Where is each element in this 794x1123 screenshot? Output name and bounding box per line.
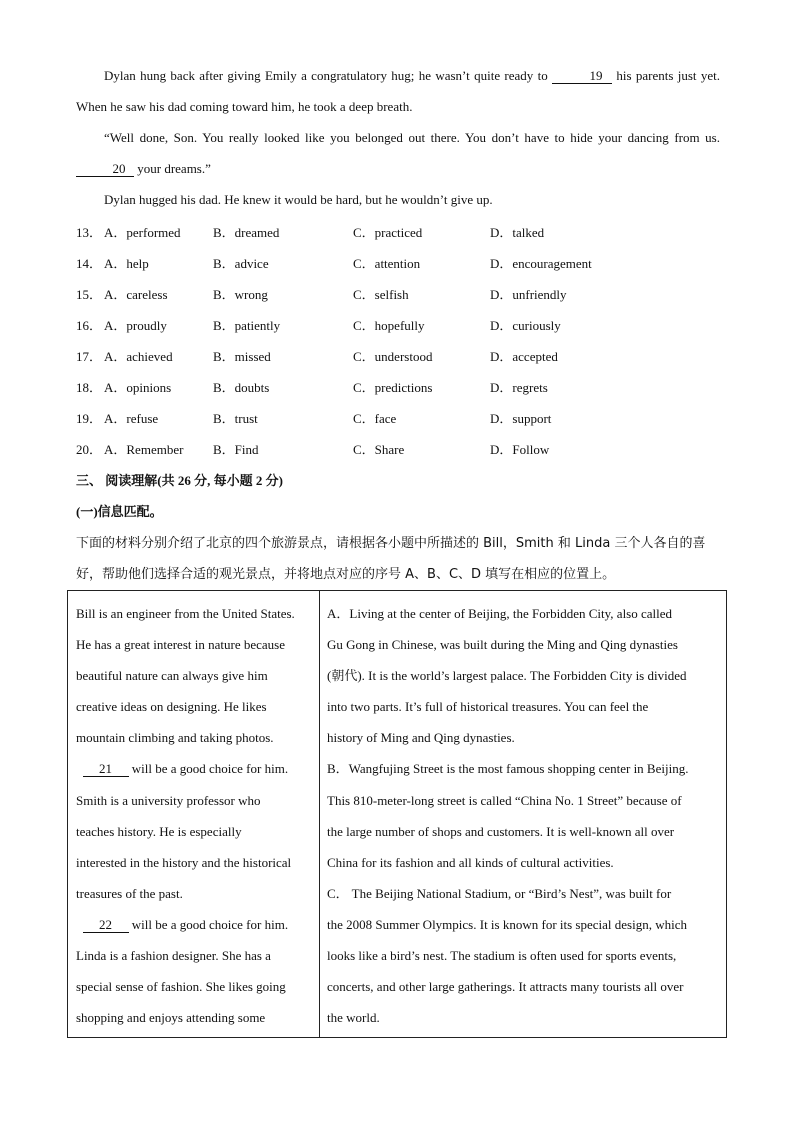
option-c: C．face [353,411,397,426]
text-line: beautiful nature can always give him [76,668,268,684]
place-descriptions [327,598,717,1033]
blank-22: 22 [83,918,129,933]
option-b: B．advice [213,256,269,271]
question-number: 16． [76,318,103,333]
option-a: A．Remember [104,442,184,457]
option-d: D．curiously [490,318,561,333]
option-a: A．refuse [104,411,159,426]
text-line: Gu Gong in Chinese, was built during the Ming and Qing dynasties [327,637,678,653]
question-row [76,248,720,279]
option-d: D．unfriendly [490,287,567,302]
text-line: concerts, and other large gatherings. It attracts many tourists all over [327,979,684,995]
option-d: D．support [490,411,552,426]
text-line: creative ideas on designing. He likes [76,699,267,715]
text-line: the 2008 Summer Olympics. It is known for its special design, which [327,916,687,932]
text-line: A．Living at the center of Beijing, the Forbidden City, also called [327,606,673,621]
passage-paragraph-1: Dylan hung back after giving Emily a congratulatory hug; he wasn’t quite ready to 19 his parents just yet. When he saw his dad coming toward him, he took a deep breath. [76,68,720,114]
text-line: Linda is a fashion designer. She has a [76,948,271,964]
question-number: 15． [76,287,103,302]
passage-paragraph-2: “Well done, Son. You really looked like you belonged out there. You don’t have to hide your dancing from us. 20 your dreams.” [76,122,720,184]
option-a: A．help [104,256,149,271]
option-c: C．selfish [353,287,409,302]
text-line: the large number of shops and customers. It is well-known all over [327,823,675,839]
option-b: B．doubts [213,380,270,395]
option-b: B．Find [213,442,259,457]
question-row [76,341,720,372]
option-d: D．encouragement [490,256,592,271]
option-a: A．proudly [104,318,167,333]
question-number: 13． [76,225,103,240]
blank-21: 21 [83,762,129,777]
option-a: A．careless [104,287,168,302]
text-line: into two parts. It’s full of historical treasures. You can feel the [327,699,649,715]
text-line: history of Ming and Qing dynasties. [327,730,515,746]
instructions: 下面的材料分别介绍了北京的四个旅游景点，请根据各小题中所描述的 Bill，Smith 和 Linda 三个人各自的喜好，帮助他们选择合适的观光景点，并将地点对应的序号 A、B、C、D 填写在相应的位置上。 [76,536,706,582]
question-number: 18． [76,380,103,395]
text-line: Smith is a university professor who [76,792,261,808]
text-line: treasures of the past. [76,885,183,901]
option-d: D．accepted [490,349,558,364]
text-line: 22 will be a good choice for him. [76,909,314,940]
option-b: B．dreamed [213,225,280,240]
text-line: China for its fashion and all kinds of cultural activities. [327,854,614,870]
text-line: mountain climbing and taking photos. [76,730,274,746]
subsection-title: (一)信息匹配。 [76,504,163,519]
text-line: teaches history. He is especially [76,823,242,839]
table-divider [319,591,320,1037]
text-line: interested in the history and the historical [76,854,292,870]
option-c: C．predictions [353,380,433,395]
option-c: C．Share [353,442,405,457]
option-a: A．achieved [104,349,173,364]
option-a: A．performed [104,225,181,240]
option-c: C．attention [353,256,421,271]
question-number: 19． [76,411,103,426]
blank-20: 20 [76,162,134,177]
text-line: This 810-meter-long street is called “China No. 1 Street” because of [327,792,682,808]
option-c: C．practiced [353,225,423,240]
option-b: B．missed [213,349,271,364]
section-title: 三、 阅读理解(共 26 分, 每小题 2 分) [76,473,283,488]
passage-paragraph-3: Dylan hugged his dad. He knew it would be hard, but he wouldn’t give up. [104,192,493,207]
text-line: Bill is an engineer from the United States. [76,606,295,621]
text-line: shopping and enjoys attending some [76,1010,266,1026]
option-d: D．regrets [490,380,548,395]
answer-options [76,217,720,465]
text-line: He has a great interest in nature because [76,637,285,653]
matching-table [67,590,727,1038]
text-line: C． The Beijing National Stadium, or “Bird’s Nest”, was built for [327,885,672,901]
option-d: D．Follow [490,442,550,457]
option-c: C．understood [353,349,433,364]
question-row [76,434,720,465]
question-row [76,279,720,310]
people-descriptions [76,598,314,1033]
question-number: 20． [76,442,103,457]
question-row [76,310,720,341]
text-line: looks like a bird’s nest. The stadium is often used for sports events, [327,948,677,964]
text-line: special sense of fashion. She likes going [76,979,286,995]
question-number: 14． [76,256,103,271]
option-a: A．opinions [104,380,172,395]
text-line: 21 will be a good choice for him. [76,753,314,784]
option-b: B．trust [213,411,258,426]
option-b: B．patiently [213,318,281,333]
option-d: D．talked [490,225,545,240]
question-number: 17． [76,349,103,364]
question-row [76,403,720,434]
text-line: the world. [327,1010,380,1026]
blank-19: 19 [552,69,612,84]
question-row [76,217,720,248]
option-c: C．hopefully [353,318,425,333]
option-b: B．wrong [213,287,268,302]
text-line: B．Wangfujing Street is the most famous shopping center in Beijing. [327,761,689,777]
question-row [76,372,720,403]
text-line: (朝代). It is the world’s largest palace. The Forbidden City is divided [327,668,687,684]
